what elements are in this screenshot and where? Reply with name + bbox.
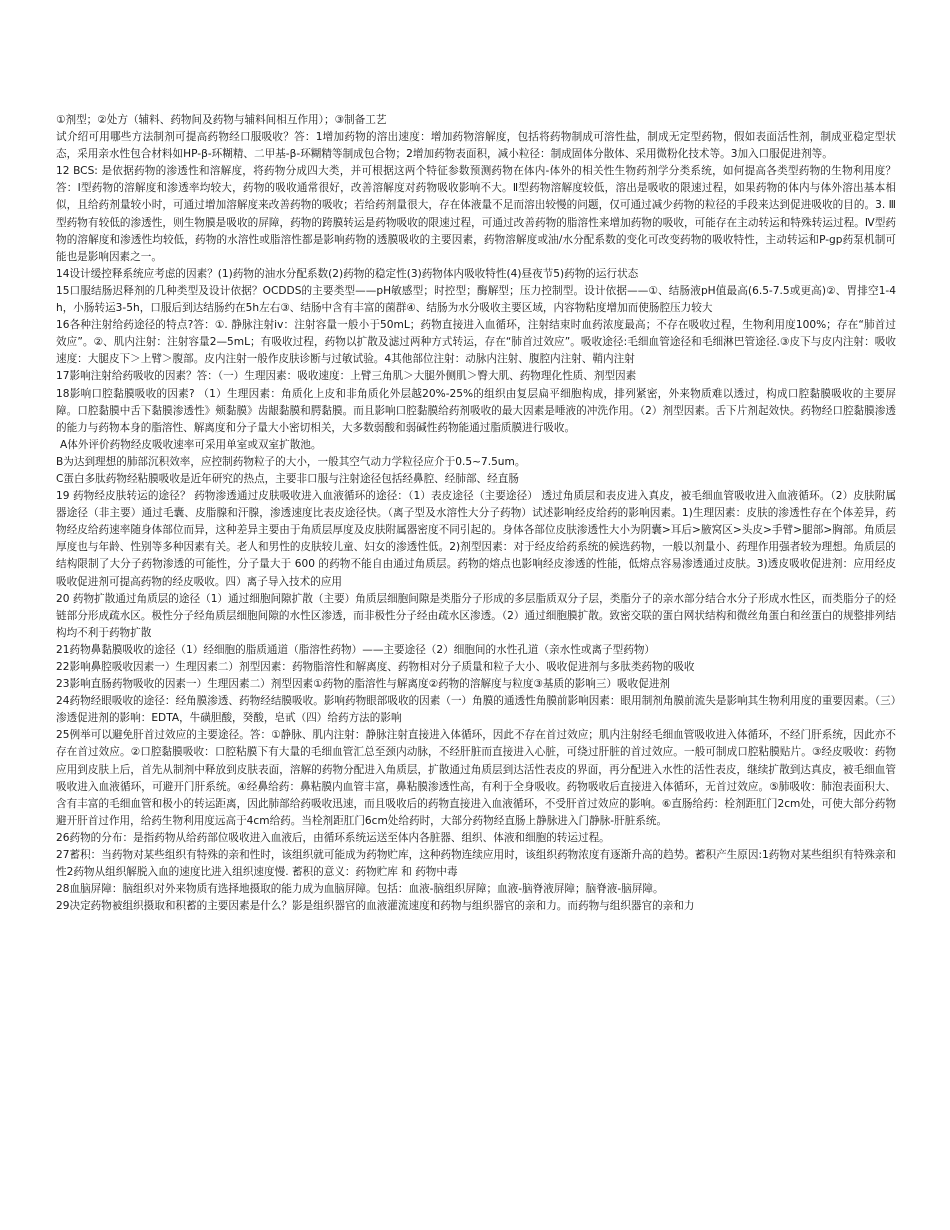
paragraph-25-first-pass: 25例举可以避免肝首过效应的主要途径。答：①静脉、肌内注射：静脉注射直接进入体循环，因此不存在首过效应；肌内注射经毛细血管吸收进入体循环，不经门肝系统，因此亦不存在首过效应。②口腔黏膜吸收：口腔粘膜下有大量的毛细血管汇总至颈内动脉，不经肝脏而直接进入心脏，可绕过肝脏的首过效应。一般可制成口腔粘膜贴片。③经皮吸收：药物应用到皮肤上后，首先从制剂中释放到皮肤表面，溶解的药物分配进入角质层，扩散通过角质层到达活性表皮的界面，再分配进入水性的活性表皮，继续扩散到达真皮，被毛细血管吸收进入血液循环，可避开门肝系统。④经鼻给药：鼻粘膜内血管丰富，鼻粘膜渗透性高，有利于全身吸收。药物吸收后直接进入体循环，无首过效应。⑤肺吸收：肺泡表面积大、含有丰富的毛细血管和极小的转运距离，因此肺部给药吸收迅速，而且吸收后的药物直接进入血液循环，不受肝首过效应的影响。⑥直肠给药：栓剂距肛门2cm处，可使大部分药物避开肝首过作用，给药生物利用度远高于4cm给药。当栓剂距肛门6cm处给药时，大部分药物经直肠上静脉进入门静脉-肝脏系统。 bbox=[56, 729, 896, 827]
paragraph-15-colon-delivery: 15口服结肠迟释剂的几种类型及设计依据？OCDDS的主要类型——pH敏感型；时控型；酶解型；压力控制型。设计依据——①、结肠液pH值最高(6.5-7.5或更高)②、胃排空1-4h，小肠转运3-5h，口服后到达结肠约在5h左右③、结肠中含有丰富的菌群④、结肠为水分吸收主要区域，内容物粘度增加而使肠腔压力较大 bbox=[56, 284, 896, 315]
paragraph-22-nasal-factors: 22影响鼻腔吸收因素一）生理因素二）剂型因素：药物脂溶性和解离度、药物相对分子质量和粒子大小、吸收促进剂与多肽类药物的吸收 bbox=[56, 661, 695, 673]
paragraph-b-pulmonary-particle: B为达到理想的肺部沉积效率，应控制药物粒子的大小，一般其空气动力学粒径应介于0.5~7.5um。 bbox=[56, 455, 526, 468]
paragraph-23-rectal-factors: 23影响直肠药物吸收的因素一）生理因素二）剂型因素①药物的脂溶性与解离度②药物的溶解度与粒度③基质的影响三）吸收促进剂 bbox=[56, 678, 671, 691]
paragraph-17-injection-absorption: 17影响注射给药吸收的因素？答：（一）生理因素：吸收速度：上臂三角肌＞大腿外侧肌＞臀大肌、药物理化性质、剂型因素 bbox=[56, 370, 637, 383]
paragraph-27-accumulation: 27蓄积：当药物对某些组织有特殊的亲和性时，该组织就可能成为药物贮库，这种药物连续应用时，该组织药物浓度有逐渐升高的趋势。蓄积产生原因:1药物对某些组织有特殊亲和性2药物从组织解脱入血的速度比进入组织速度慢. 蓄积的意义：药物贮库 和 药物中毒 bbox=[56, 849, 896, 879]
paragraph-24-ocular: 24药物经眼吸收的途径：经角膜渗透、药物经结膜吸收。影响药物眼部吸收的因素（一）角膜的通透性角膜前影响因素：眼用制剂角膜前流失是影响其生物利用度的重要因素。（三）渗透促进剂的影响：EDTA，牛磺胆酸，癸酸，皂甙（四）给药方法的影响 bbox=[56, 695, 896, 725]
paragraph-18-oral-mucosa: 18影响口腔黏膜吸收的因素? （1）生理因素：角质化上皮和非角质化外层越20%-25%的组织由复层扁平细胞构成，排列紧密，外来物质难以透过，构成口腔黏膜吸收的主要屏障。口腔黏膜中舌下黏膜渗透性》颊黏膜》齿龈黏膜和腭黏膜。而且影响口腔黏膜给药剂吸收的最大因素是唾液的冲洗作用。（2）剂型因素。舌下片剂起效快。药物经口腔黏膜渗透的能力与药物本身的脂溶性、解离度和分子量大小密切相关，大多数弱酸和弱碱性药物能通过脂质膜进行吸收。 bbox=[56, 387, 896, 434]
paragraph-19-skin-routes: 19 药物经皮肤转运的途径？ 药物渗透通过皮肤吸收进入血液循环的途径：（1）表皮途径（主要途径） 透过角质层和表皮进入真皮，被毛细血管吸收进入血液循环。（2）皮肤附属器途径（非主要）通过毛囊、皮脂腺和汗腺，渗透速度比表皮途径快。（离子型及水溶性大分子药物）试述影响经皮给药的影响因素。1)生理因素：皮肤的渗透性存在个体差异，药物经皮给药速率随身体部位而异，这种差异主要由于角质层厚度及皮肤附属器密度不同引起的。身体各部位皮肤渗透性大小为阴囊>耳后>腋窝区>头皮>手臂>腿部>胸部。角质层厚度也与年龄、性别等多种因素有关。老人和男性的皮肤较儿童、妇女的渗透性低。2)剂型因素：对于经皮给药系统的候选药物，一般以剂量小、药理作用强者较为理想。角质层的结构限制了大分子药物渗透的可能性，分子量大于 600 的药物不能自由通过角质层。药物的熔点也影响经皮渗透的性能，低熔点容易渗透通过皮肤。3)透皮吸收促进剂：应用经皮吸收促进剂可提高药物的经皮吸收。四）离子导入技术的应用 bbox=[56, 490, 896, 588]
paragraph-dosage-factors: ①剂型；②处方（辅料、药物间及药物与辅料间相互作用）；③制备工艺 bbox=[56, 114, 387, 126]
paragraph-14-sustained-release: 14设计缓控释系统应考虑的因素？(1)药物的油水分配系数(2)药物的稳定性(3)药物体内吸收特性(4)昼夜节5)药物的运行状态 bbox=[56, 267, 639, 280]
paragraph-bcs: 12 BCS: 是依据药物的渗透性和溶解度，将药物分成四大类，并可根据这两个特征参数预测药物在体内-体外的相关性生物药剂学分类系统，如何提高各类型药物的生物利用度？答：Ⅰ型药物的溶解度和渗透率均较大，药物的吸收通常很好，改善溶解度对药物吸收影响不大。Ⅱ型药物溶解度较低，溶出是吸收的限速过程，如果药物的体内与体外溶出基本相似，且给药剂量较小时，可通过增加溶解度来改善药物的吸收；若给药剂量很大，存在体液量不足而溶出较慢的问题，仅可通过减少药物的粒径的手段来达到促进吸收的目的。3. Ⅲ型药物有较低的渗透性，则生物膜是吸收的屏障，药物的跨膜转运是药物吸收的限速过程，可通过改善药物的脂溶性来增加药物的吸收，可能存在主动转运和特殊转运过程。Ⅳ型药物的溶解度和渗透性均较低，药物的水溶性或脂溶性都是影响药物的透膜吸收的主要因素，药物溶解度或油/水分配系数的变化可改变药物的吸收特性，主动转运和P-gp药泵机制可能也是影响因素之一。 bbox=[56, 165, 896, 263]
paragraph-c-peptide-mucosa: C蛋白多肽药物经粘膜吸收是近年研究的热点，主要非口服与注射途径包括经鼻腔、经肺部、经直肠 bbox=[56, 472, 519, 485]
paragraph-a-transdermal-rate: A体外评价药物经皮吸收速率可采用单室或双室扩散池。 bbox=[60, 438, 322, 451]
paragraph-16-injection-routes: 16各种注射给药途径的特点?答：①. 静脉注射iv：注射容量一般小于50mL；药物直接进入血循环，注射结束时血药浓度最高；不存在吸收过程，生物利用度100%；存在“肺首过效应”。②、肌内注射：注射容量2—5mL；有吸收过程，药物以扩散及滤过两种方式转运，存在“肺首过效应”。吸收途径:毛细血管途径和毛细淋巴管途径.③皮下与皮内注射：吸收速度：大腿皮下＞上臂＞腹部。皮内注射一般作皮肤诊断与过敏试验。4其他部位注射：动脉内注射、腹腔内注射、鞘内注射 bbox=[56, 319, 896, 366]
paragraph-28-bbb: 28血脑屏障：脑组织对外来物质有选择地摄取的能力成为血脑屏障。包括：血液-脑组织屏障；血液-脑脊液屏障；脑脊液-脑屏障。 bbox=[56, 883, 664, 896]
paragraph-21-nasal-routes: 21药物鼻黏膜吸收的途径（1）经细胞的脂质通道（脂溶性药物）——主要途径（2）细胞间的水性孔道（亲水性或离子型药物） bbox=[56, 643, 656, 656]
document-body bbox=[56, 112, 896, 915]
paragraph-26-distribution: 26药物的分布：是指药物从给药部位吸收进入血液后，由循环系统运送至体内各脏器、组织、体液和细胞的转运过程。 bbox=[56, 831, 610, 844]
paragraph-oral-absorption-methods: 试介绍可用哪些方法制剂可提高药物经口服吸收？答：1增加药物的溶出速度：增加药物溶解度，包括将药物制成可溶性盐，制成无定型药物，假如表面活性剂，制成亚稳定型状态，采用亲水性包合材料如HP-β-环糊精、二甲基-β-环糊精等制成包合物；2增加药物表面积，减小粒径：制成固体分散体、采用微粉化技术等。3加入口服促进剂等。 bbox=[56, 131, 896, 161]
paragraph-29-tissue-uptake: 29决定药物被组织摄取和积蓄的主要因素是什么？影是组织器官的血液灌流速度和药物与组织器官的亲和力。而药物与组织器官的亲和力 bbox=[56, 900, 695, 913]
paragraph-20-stratum-corneum: 20 药物扩散通过角质层的途径（1）通过细胞间隙扩散（主要）角质层细胞间隙是类脂分子形成的多层脂质双分子层，类脂分子的亲水部分结合水分子形成水性区，而类脂分子的烃链部分形成疏水区。极性分子经角质层细胞间隙的水性区渗透，而非极性分子经由疏水区渗透。（2）通过细胞膜扩散。致密交联的蛋白网状结构和微丝角蛋白和丝蛋白的规整排列结构均不利于药物扩散 bbox=[56, 592, 896, 639]
